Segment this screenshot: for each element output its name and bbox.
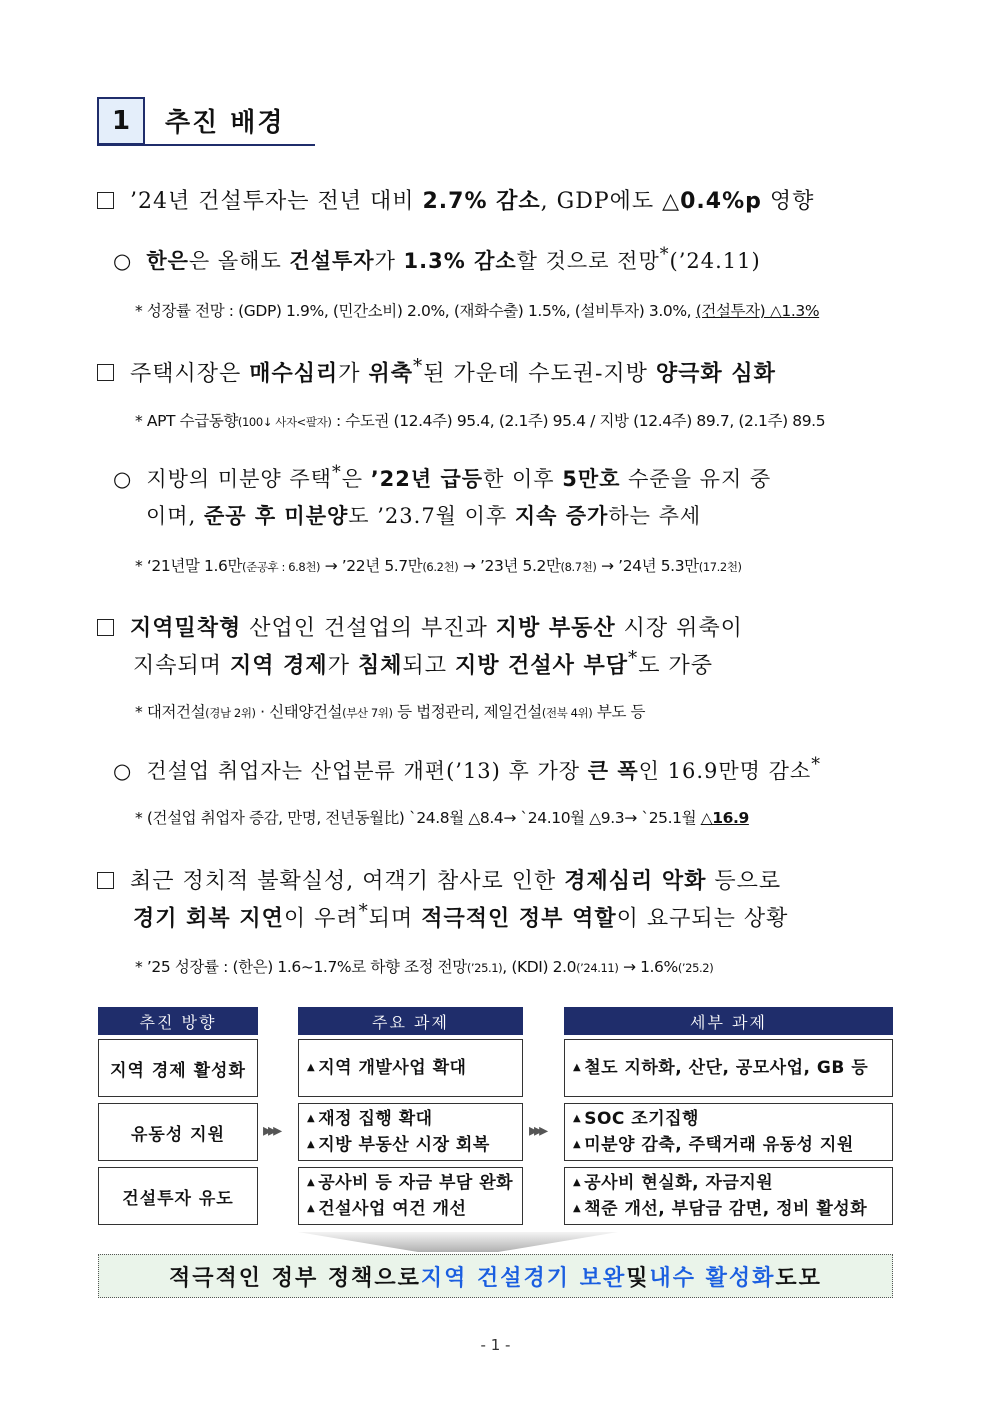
square-bullet-icon xyxy=(97,364,114,381)
conclusion-box: 적극적인 정부 정책으로 지역 건설경기 보완 및 내수 활성화 도모 xyxy=(98,1254,893,1298)
square-bullet-icon xyxy=(97,619,114,636)
square-bullet-icon xyxy=(97,192,114,209)
header-details: 세부 과제 xyxy=(564,1007,893,1035)
note-5: * (건설업 취업자 증감, 만명, 전년동월比) `24.8월 △8.4→ `24.10월 △9.3→ `25.1월 △16.9 xyxy=(135,809,749,827)
bullet-4: 최근 정치적 불확실성, 여객기 참사로 인한 경제심리 악화 등으로 xyxy=(97,864,781,895)
section-underline xyxy=(97,144,315,146)
note-4: * 대저건설(경남 2위) · 신태양건설(부산 7위) 등 법정관리, 제일건설(전북 4위) 부도 등 xyxy=(135,703,646,721)
direction-cell: 유동성 지원 xyxy=(98,1103,258,1161)
circle-bullet-icon: ○ xyxy=(113,249,133,273)
header-direction: 추진 방향 xyxy=(98,1007,258,1035)
bullet-3-sub: ○ 건설업 취업자는 산업분류 개편(’13) 후 가장 큰 폭인 16.9만명 감소* xyxy=(113,755,821,783)
bullet-3: 지역밀착형 산업인 건설업의 부진과 지방 부동산 시장 위축이 xyxy=(97,611,743,642)
arrow-right-icon: ▸▸▸ xyxy=(263,1120,279,1141)
task-cell: ▲ 지역 개발사업 확대 xyxy=(298,1039,523,1097)
detail-cell: ▲ SOC 조기집행 ▲ 미분양 감축, 주택거래 유동성 지원 xyxy=(564,1103,893,1161)
task-cell: ▲ 재정 집행 확대 ▲ 지방 부동산 시장 회복 xyxy=(298,1103,523,1161)
circle-bullet-icon: ○ xyxy=(113,467,133,491)
task-cell: ▲ 공사비 등 자금 부담 완화 ▲ 건설사업 여건 개선 xyxy=(298,1167,523,1225)
circle-bullet-icon: ○ xyxy=(113,759,133,783)
section-title: 추진 배경 xyxy=(165,108,285,138)
bullet-2-sub: ○ 지방의 미분양 주택*은 ’22년 급등한 이후 5만호 수준을 유지 중 xyxy=(113,463,772,491)
page-number: - 1 - xyxy=(480,1336,511,1354)
bullet-4-cont: 경기 회복 지연이 우려*되며 적극적인 정부 역할이 요구되는 상황 xyxy=(133,901,789,932)
note-3: * ‘21년말 1.6만(준공후 : 6.8천) → ’22년 5.7만(6.2천) → ’23년 5.2만(8.7천) → ’24년 5.3만(17.2천) xyxy=(135,557,742,575)
direction-cell: 건설투자 유도 xyxy=(98,1167,258,1225)
funnel-arrow-icon xyxy=(298,1232,618,1252)
bullet-3-cont: 지속되며 지역 경제가 침체되고 지방 건설사 부담*도 가중 xyxy=(133,648,713,679)
note-1: * 성장률 전망 : (GDP) 1.9%, (민간소비) 2.0%, (재화수출) 1.5%, (설비투자) 3.0%, (건설투자) △1.3% xyxy=(135,302,820,320)
arrow-right-icon: ▸▸▸ xyxy=(529,1120,545,1141)
square-bullet-icon xyxy=(97,872,114,889)
section-number: 1 xyxy=(97,97,145,145)
detail-cell: ▲ 철도 지하화, 산단, 공모사업, GB 등 xyxy=(564,1039,893,1097)
bullet-2: 주택시장은 매수심리가 위축*된 가운데 수도권-지방 양극화 심화 xyxy=(97,356,776,387)
note-2: * APT 수급동향(100↓ 사자<팔자) : 수도권 (12.4주) 95.4, (2.1주) 95.4 / 지방 (12.4주) 89.7, (2.1주) 89.5 xyxy=(135,412,826,430)
bullet-2-sub-cont: 이며, 준공 후 미분양도 ’23.7월 이후 지속 증가하는 추세 xyxy=(146,504,702,528)
header-tasks: 주요 과제 xyxy=(298,1007,523,1035)
detail-cell: ▲ 공사비 현실화, 자금지원 ▲ 책준 개선, 부담금 감면, 정비 활성화 xyxy=(564,1167,893,1225)
bullet-1: ’24년 건설투자는 전년 대비 2.7% 감소, GDP에도 △0.4%p 영향 xyxy=(97,184,814,215)
bullet-1-sub: ○ 한은은 올해도 건설투자가 1.3% 감소할 것으로 전망*(’24.11) xyxy=(113,245,761,273)
note-6: * ’25 성장률 : (한은) 1.6~1.7%로 하향 조정 전망(’25.1), (KDI) 2.0(’24.11) → 1.6%(’25.2) xyxy=(135,958,714,976)
direction-cell: 지역 경제 활성화 xyxy=(98,1039,258,1097)
